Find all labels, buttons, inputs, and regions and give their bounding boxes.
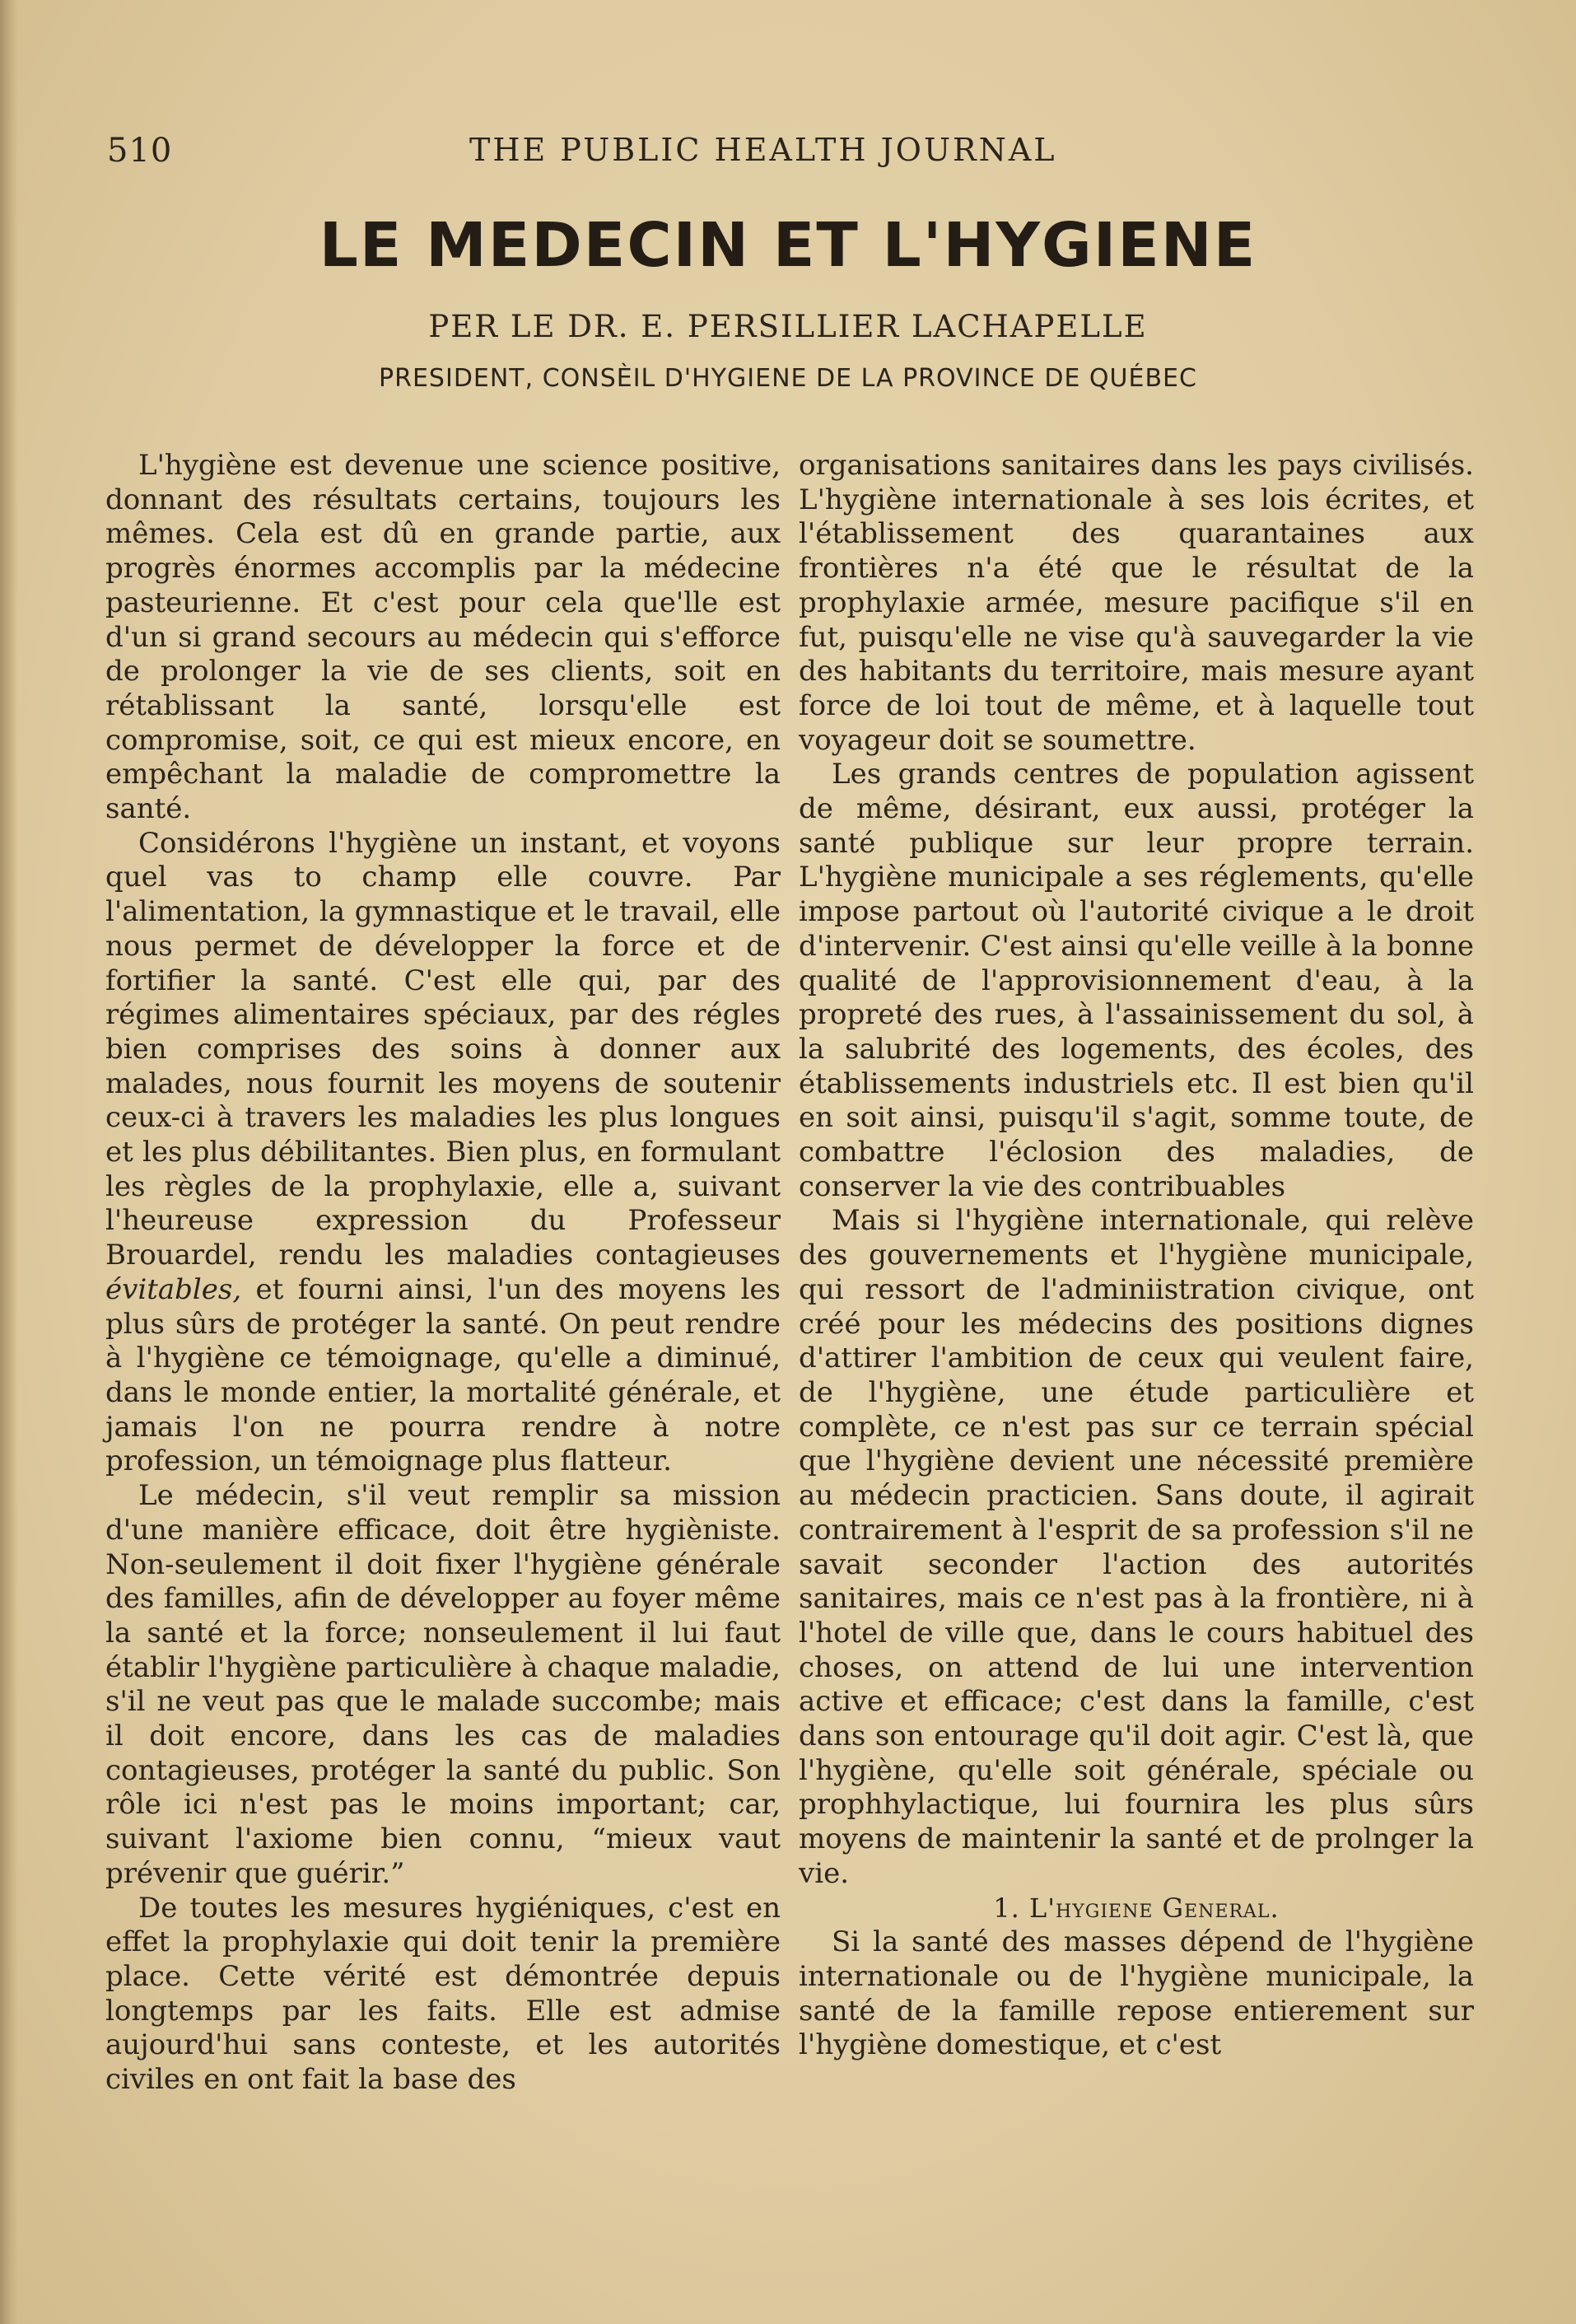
page-spine-shadow bbox=[0, 0, 18, 2324]
paragraph: L'hygiène est devenue une science positive, donnant des résultats certains, toujours les mêmes. Cela est dû en grande partie, aux progrès énormes accomplis par la médecine pasteurienne. Et c'est pour cela que'lle est d'un si grand secours au médecin qui s'efforce de prolonger la vie de ses clients, soit en rétablissant la santé, lorsqu'elle est compromise, soit, ce qui est mieux encore, en empêchant la maladie de compromettre la santé. bbox=[105, 449, 781, 826]
left-column bbox=[105, 449, 781, 2098]
paragraph-continued: organisations sanitaires dans les pays civilisés. L'hygiène internationale à ses lois écrites, et l'établissement des quarantaines aux frontières n'a été que le résultat de la prophylaxie armée, mesure pacifique s'il en fut, puisqu'elle ne vise qu'à sauvegarder la vie des habitants du territoire, mais mesure ayant force de loi tout de même, et à laquelle tout voyageur doit se soumettre. bbox=[799, 449, 1474, 757]
running-head bbox=[107, 132, 1095, 181]
right-column bbox=[799, 449, 1474, 2063]
author-affiliation: PRESIDENT, CONSÈIL D'HYGIENE DE LA PROVINCE DE QUÉBEC bbox=[379, 364, 1197, 393]
paragraph bbox=[105, 827, 781, 1479]
paragraph: Si la santé des masses dépend de l'hygiène internationale ou de l'hygiène municipale, la santé de la famille repose entierement sur l'hygiène domestique, et c'est bbox=[799, 1925, 1474, 2062]
paragraph: Le médecin, s'il veut remplir sa mission d'une manière efficace, doit être hygièniste. Non-seulement il doit fixer l'hygiène générale des familles, afin de développer au foyer même la santé et la force; nonseulement il lui faut établir l'hygiène particulière à chaque maladie, s'il ne veut pas que le malade succombe; mais il doit encore, dans les cas de maladies contagieuses, protéger la santé du public. Son rôle ici n'est pas le moins important; car, suivant l'axiome bien connu, “mieux vaut prévenir que guérir.” bbox=[105, 1479, 781, 1890]
paragraph: Mais si l'hygiène internationale, qui relève des gouvernements et l'hygiène municipale, qui ressort de l'adminiistration civique, ont créé pour les médecins des positions dignes d'attirer l'ambition de ceux qui veulent faire, de l'hygiène, une étude particulière et complète, ce n'est pas sur ce terrain spécial que l'hygiène devient une nécessité première au médecin practicien. Sans doute, il agirait contrairement à l'esprit de sa profession s'il ne savait seconder l'action des autorités sanitaires, mais ce n'est pas à la frontière, ni à l'hotel de ville que, dans le cours habituel des choses, on attend de lui une intervention active et efficace; c'est dans la famille, c'est dans son entourage qu'il doit agir. C'est là, que l'hygiène, qu'elle soit générale, spéciale ou prophhylactique, lui fournira les plus sûrs moyens de maintenir la santé et de prolnger la vie. bbox=[799, 1204, 1474, 1890]
paragraph-text: Considérons l'hygiène un instant, et voyons quel vas to champ elle couvre. Par l'alimentation, la gymnastique et le travail, elle nous permet de développer la force et de fortifier la santé. C'est elle qui, par des régimes alimentaires spéciaux, par des régles bien comprises des soins à donner aux malades, nous fournit les moyens de soutenir ceux-ci à travers les maladies les plus longues et les plus débilitantes. Bien plus, en formulant les règles de la prophylaxie, elle a, suivant l'heureuse expression du Professeur Brouardel, rendu les maladies contagieuses bbox=[105, 826, 781, 1272]
article-title: LE MEDECIN ET L'HYGIENE bbox=[319, 210, 1257, 281]
paragraph-text: et fourni ainsi, l'un des moyens les plus sûrs de protéger la santé. On peut rendre à l'hygiène ce témoignage, qu'elle a diminué, dans le monde entier, la mortalité générale, et jamais l'on ne pourra rendre à notre profession, un témoignage plus flatteur. bbox=[105, 1272, 781, 1478]
page-number: 510 bbox=[107, 132, 173, 170]
emphasis-text: évitables, bbox=[105, 1272, 242, 1306]
journal-name: THE PUBLIC HEALTH JOURNAL bbox=[469, 132, 1057, 168]
section-heading: 1. L'hygiene General. bbox=[993, 1892, 1280, 1924]
article-byline: PER LE DR. E. PERSILLIER LACHAPELLE bbox=[428, 309, 1148, 344]
paragraph: Les grands centres de population agissent de même, désirant, eux aussi, protéger la santé publique sur leur propre terrain. L'hygiène municipale a ses réglements, qu'elle impose partout où l'autorité civique a le droit d'intervenir. C'est ainsi qu'elle veille à la bonne qualité de l'approvisionnement d'eau, à la propreté des rues, à l'assainissement du sol, à la salubrité des logements, des écoles, des établissements industriels etc. Il est bien qu'il en soit ainsi, puisqu'il s'agit, somme toute, de combattre l'éclosion des maladies, de conserver la vie des contribuables bbox=[799, 758, 1474, 1203]
paragraph: De toutes les mesures hygiéniques, c'est en effet la prophylaxie qui doit tenir la première place. Cette vérité est démontrée depuis longtemps par les faits. Elle est admise aujourd'hui sans conteste, et les autorités civiles en ont fait la base des bbox=[105, 1891, 781, 2097]
